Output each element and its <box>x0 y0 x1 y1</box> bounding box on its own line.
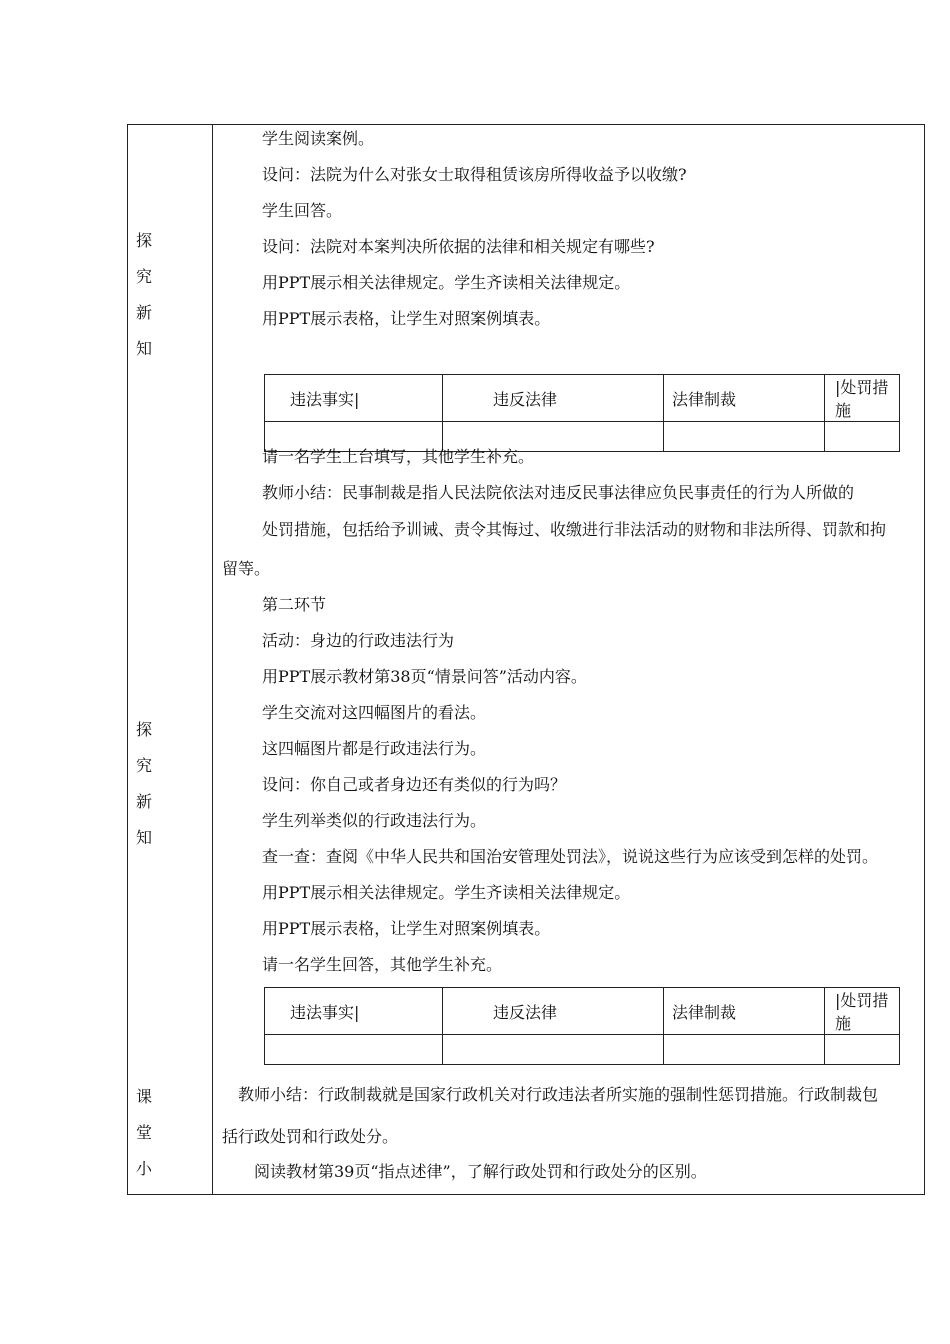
table-header-cell: 违反法律 <box>443 375 664 422</box>
text-line: 括行政处罚和行政处分。 <box>222 1127 399 1146</box>
side-char: 究 <box>136 756 153 775</box>
side-label-summary <box>136 1079 166 1187</box>
text-line: 阅读教材第39页“指点述律”，了解行政处罚和行政处分的区别。 <box>254 1162 707 1181</box>
text-line: 请一名学生上台填写，其他学生补充。 <box>262 447 535 466</box>
text-line: 教师小结：民事制裁是指人民法院依法对违反民事法律应负民事责任的行为人所做的 <box>262 483 855 502</box>
text-line: 这四幅图片都是行政违法行为。 <box>262 739 487 758</box>
side-char: 小 <box>136 1159 153 1178</box>
text-line: 用PPT展示表格，让学生对照案例填表。 <box>262 919 551 938</box>
table-header-cell: 违反法律 <box>443 988 664 1035</box>
table-empty-cell[interactable] <box>443 1035 664 1065</box>
side-char: 课 <box>136 1087 153 1106</box>
civil-sanction-table <box>264 374 900 452</box>
text-line: 学生阅读案例。 <box>262 129 375 148</box>
table-header-cell: |处罚措施 <box>825 375 900 422</box>
table-empty-cell[interactable] <box>664 422 825 452</box>
text-line: 用PPT展示相关法律规定。学生齐读相关法律规定。 <box>262 273 631 292</box>
text-line: 用PPT展示教材第38页“情景问答”活动内容。 <box>262 667 587 686</box>
text-line: 用PPT展示表格，让学生对照案例填表。 <box>262 309 551 328</box>
side-char: 知 <box>136 339 153 358</box>
side-label-explore-2 <box>136 712 166 856</box>
text-line: 设问：你自己或者身边还有类似的行为吗？ <box>262 775 567 794</box>
lesson-plan-table <box>127 124 925 1195</box>
text-line: 设问：法院为什么对张女士取得租赁该房所得收益予以收缴? <box>262 165 687 184</box>
table-empty-cell[interactable] <box>825 422 900 452</box>
content-column <box>213 125 924 1194</box>
side-char: 知 <box>136 828 153 847</box>
text-line: 教师小结：行政制裁就是国家行政机关对行政违法者所实施的强制性惩罚措施。行政制裁包 <box>238 1085 879 1104</box>
administrative-sanction-table <box>264 987 900 1065</box>
side-char: 究 <box>136 267 153 286</box>
text-line: 学生回答。 <box>262 201 343 220</box>
text-line: 请一名学生回答，其他学生补充。 <box>262 955 503 974</box>
side-char: 新 <box>136 792 153 811</box>
table-header-cell: |处罚措施 <box>825 988 900 1035</box>
text-line: 处罚措施，包括给予训诫、责令其悔过、收缴进行非法活动的财物和非法所得、罚款和拘 <box>262 520 887 539</box>
table-header-cell: 违法事实| <box>265 375 443 422</box>
table-header-cell: 违法事实| <box>265 988 443 1035</box>
side-char: 探 <box>136 720 153 739</box>
table-header-cell: 法律制裁 <box>664 375 825 422</box>
side-label-explore-1 <box>136 223 166 367</box>
text-line: 用PPT展示相关法律规定。学生齐读相关法律规定。 <box>262 883 631 902</box>
text-line: 活动：身边的行政违法行为 <box>262 631 455 650</box>
side-char: 探 <box>136 231 153 250</box>
text-line: 学生列举类似的行政违法行为。 <box>262 811 487 830</box>
section-heading: 第二环节 <box>262 595 327 614</box>
table-empty-cell[interactable] <box>664 1035 825 1065</box>
side-char: 堂 <box>136 1123 153 1142</box>
text-line: 查一查：查阅《中华人民共和国治安管理处罚法》，说说这些行为应该受到怎样的处罚。 <box>262 847 879 866</box>
table-header-cell: 法律制裁 <box>664 988 825 1035</box>
side-char: 新 <box>136 303 153 322</box>
table-empty-cell[interactable] <box>265 1035 443 1065</box>
text-line: 学生交流对这四幅图片的看法。 <box>262 703 487 722</box>
table-empty-cell[interactable] <box>825 1035 900 1065</box>
text-line: 留等。 <box>222 559 271 578</box>
text-line: 设问：法院对本案判决所依据的法律和相关规定有哪些? <box>262 237 655 256</box>
